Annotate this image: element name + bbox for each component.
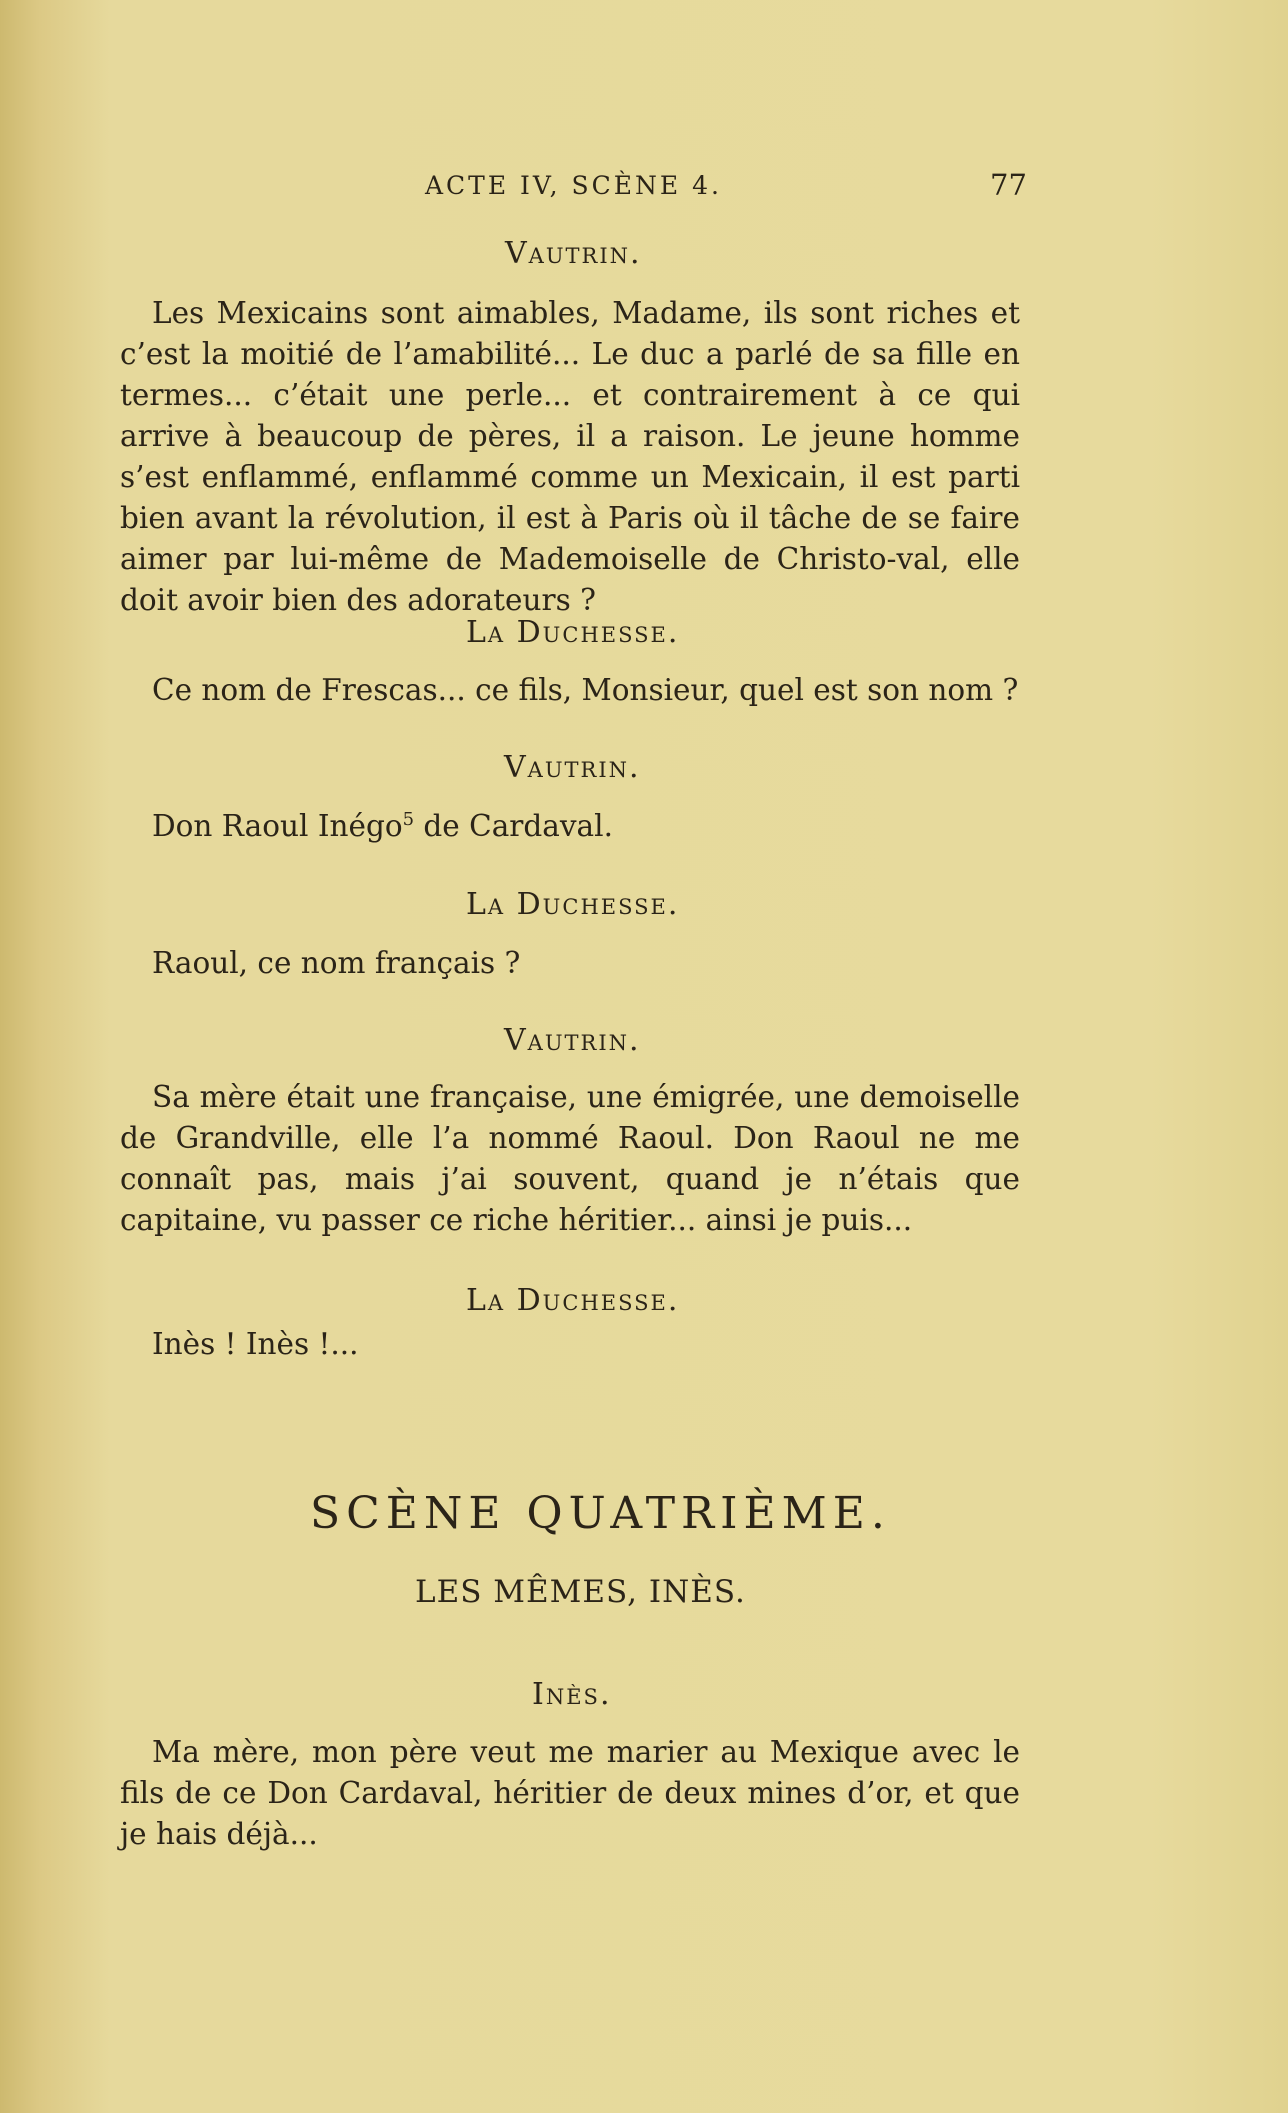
speaker-ines: Inès.: [532, 1677, 612, 1712]
speaker-la-duchesse: La Duchesse.: [466, 1283, 680, 1318]
dialogue-paragraph: [120, 806, 1020, 847]
dialogue-paragraph: Inès ! Inès !...: [152, 1327, 359, 1361]
dialogue-text: de Cardaval.: [414, 809, 613, 843]
dialogue-paragraph: Les Mexicains sont aimables, Madame, ils sont riches et c’est la moitié de l’amabilité... Le duc a parlé de sa fille en termes... c’était une perle... et contrairement à ce qui arrive à beaucoup de pères, il a raison. Le jeune homme s’est enflammé, enflammé comme un Mexicain, il est parti bien avant la révolution, il est à Paris où il tâche de se faire aimer par lui-même de Mademoiselle de Christo-val, elle doit avoir bien des adorateurs ?: [120, 296, 1020, 617]
scene-title: SCÈNE QUATRIÈME.: [310, 1488, 891, 1539]
dialogue-paragraph: Raoul, ce nom français ?: [152, 946, 521, 980]
dialogue-text: Don Raoul Inégo: [152, 809, 403, 843]
speaker-la-duchesse: La Duchesse.: [466, 887, 680, 922]
footnote-marker: 5: [402, 809, 415, 831]
speaker-vautrin: Vautrin.: [504, 1023, 641, 1058]
running-header: ACTE IV, SCÈNE 4.: [425, 171, 722, 200]
page-number: 77: [990, 168, 1027, 202]
speaker-la-duchesse: La Duchesse.: [466, 615, 680, 650]
dialogue-paragraph: Sa mère était une française, une émigrée, une demoiselle de Grandville, elle l’a nommé Raoul. Don Raoul ne me connaît pas, mais j’ai souvent, quand je n’étais que capitaine, vu passer ce riche héritier... ainsi je puis...: [120, 1080, 1020, 1237]
speaker-vautrin: Vautrin.: [504, 750, 641, 785]
dialogue-paragraph: Ma mère, mon père veut me marier au Mexique avec le fils de ce Don Cardaval, héritier de deux mines d’or, et que je hais déjà...: [120, 1735, 1020, 1851]
scene-characters: LES MÊMES, INÈS.: [415, 1574, 746, 1610]
dialogue-paragraph: Ce nom de Frescas... ce fils, Monsieur, quel est son nom ?: [152, 673, 1019, 707]
speaker-vautrin: Vautrin.: [505, 236, 642, 271]
